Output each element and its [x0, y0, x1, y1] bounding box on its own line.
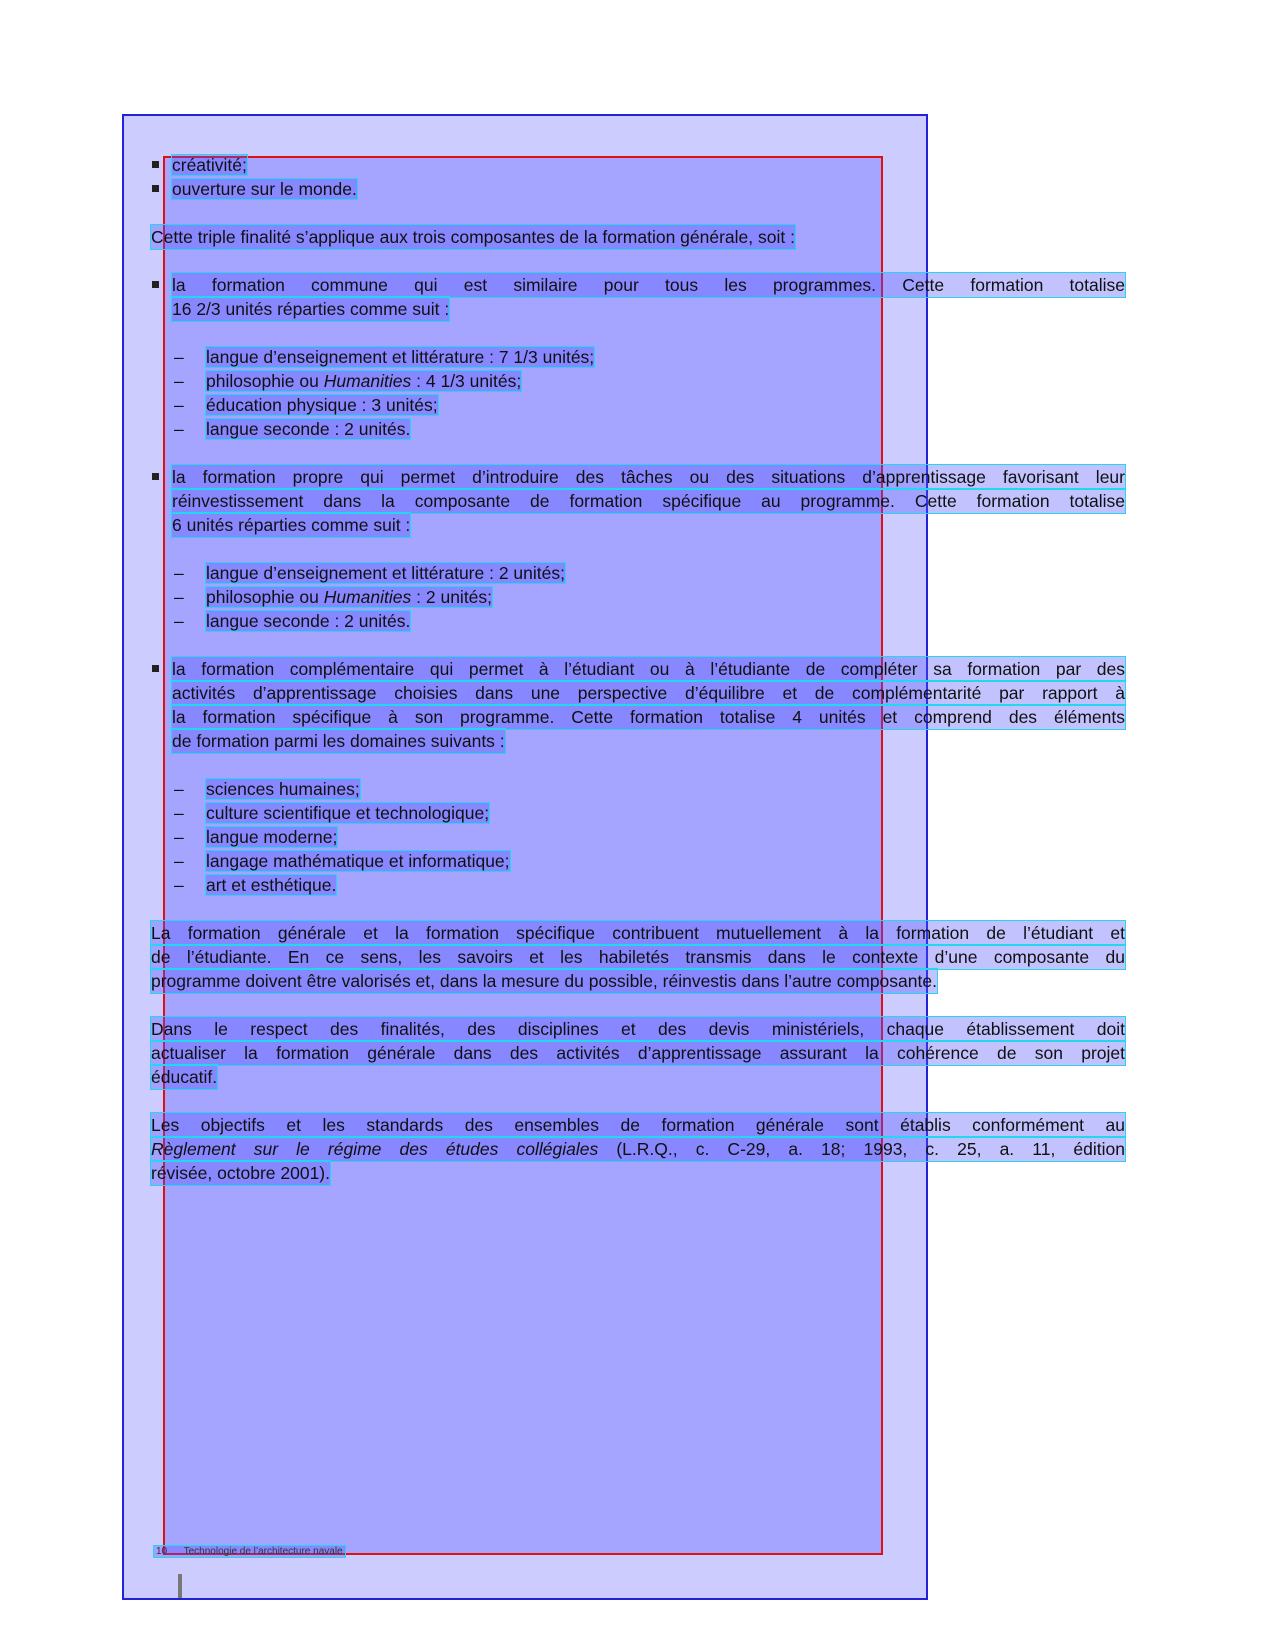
- paragraph-objectifs: [151, 1113, 1125, 1185]
- list-item: – philosophie ou Humanities : 4 1/3 unités;: [174, 371, 522, 391]
- paragraph-line: activités d’apprentissage choisies dans une perspective d’équilibre et de complémentarité par rapport à: [172, 683, 1125, 703]
- list-item: – éducation physique : 3 unités;: [174, 395, 438, 415]
- footer-title: Technologie de l’architecture navale: [183, 1546, 343, 1557]
- bullet-icon: [152, 665, 159, 672]
- paragraph-line: La formation générale et la formation spécifique contribuent mutuellement à la formation de l’étudiant et: [151, 923, 1125, 943]
- page-marker: [178, 1574, 182, 1598]
- paragraph-line: la formation complémentaire qui permet à l’étudiant ou à l’étudiante de compléter sa formation par des: [172, 659, 1125, 679]
- page-number: 10: [156, 1546, 168, 1557]
- paragraph-line: la formation commune qui est similaire pour tous les programmes. Cette formation totalise: [172, 275, 1125, 295]
- list-item: – art et esthétique.: [174, 875, 337, 895]
- list-item: – langage mathématique et informatique;: [174, 851, 510, 871]
- paragraph-respect: [151, 1017, 1125, 1089]
- bullet-icon: [152, 281, 159, 288]
- list-item: – langue moderne;: [174, 827, 338, 847]
- list-item: – langue seconde : 2 unités.: [174, 611, 411, 631]
- paragraph-line: 16 2/3 unités réparties comme suit :: [172, 299, 450, 319]
- document-body: [151, 153, 1125, 1185]
- list-item: – langue seconde : 2 unités.: [174, 419, 411, 439]
- paragraph-line: révisée, octobre 2001).: [151, 1163, 330, 1183]
- page-footer: [154, 1546, 345, 1557]
- paragraph-line: la formation spécifique à son programme. Cette formation totalise 4 unités et comprend des éléments: [172, 707, 1125, 727]
- paragraph-line: 6 unités réparties comme suit :: [172, 515, 411, 535]
- paragraph-line: Dans le respect des finalités, des disciplines et des devis ministériels, chaque établissement doit: [151, 1019, 1125, 1039]
- paragraph-line: de formation parmi les domaines suivants :: [172, 731, 505, 751]
- paragraph-line: éducatif.: [151, 1067, 218, 1087]
- paragraph-line: la formation propre qui permet d’introduire des tâches ou des situations d’apprentissage favorisant leur: [172, 467, 1125, 487]
- list-item: – sciences humaines;: [174, 779, 360, 799]
- paragraph-line: de l’étudiante. En ce sens, les savoirs et les habiletés transmis dans le contexte d’une composante du: [151, 947, 1125, 967]
- bullet-icon: [152, 161, 159, 168]
- list-item: – langue d’enseignement et littérature : 2 unités;: [174, 563, 565, 583]
- list-item: [151, 273, 1125, 321]
- paragraph-line: réinvestissement dans la composante de formation spécifique au programme. Cette formation totalise: [172, 491, 1125, 511]
- list-item: créativité;: [151, 153, 1125, 177]
- paragraph-line: Les objectifs et les standards des ensembles de formation générale sont établis conformément au: [151, 1115, 1125, 1135]
- bullet-icon: [152, 473, 159, 480]
- paragraph-line: Cette triple finalité s’applique aux trois composantes de la formation générale, soit :: [151, 227, 795, 247]
- list-item: [151, 657, 1125, 753]
- list-item: ouverture sur le monde.: [151, 177, 1125, 201]
- list-item: – culture scientifique et technologique;: [174, 803, 490, 823]
- paragraph-line: Règlement sur le régime des études collégiales (L.R.Q., c. C-29, a. 18; 1993, c. 25, a. 11, édition: [151, 1139, 1125, 1159]
- bullet-icon: [152, 185, 159, 192]
- list-item: – philosophie ou Humanities : 2 unités;: [174, 587, 493, 607]
- list-item: – langue d’enseignement et littérature : 7 1/3 unités;: [174, 347, 595, 367]
- list-item: [151, 465, 1125, 537]
- paragraph-line: programme doivent être valorisés et, dans la mesure du possible, réinvestis dans l’autre composante.: [151, 971, 937, 991]
- paragraph-contribuent: [151, 921, 1125, 993]
- paragraph-line: actualiser la formation générale dans des activités d’apprentissage assurant la cohérence de son projet: [151, 1043, 1125, 1063]
